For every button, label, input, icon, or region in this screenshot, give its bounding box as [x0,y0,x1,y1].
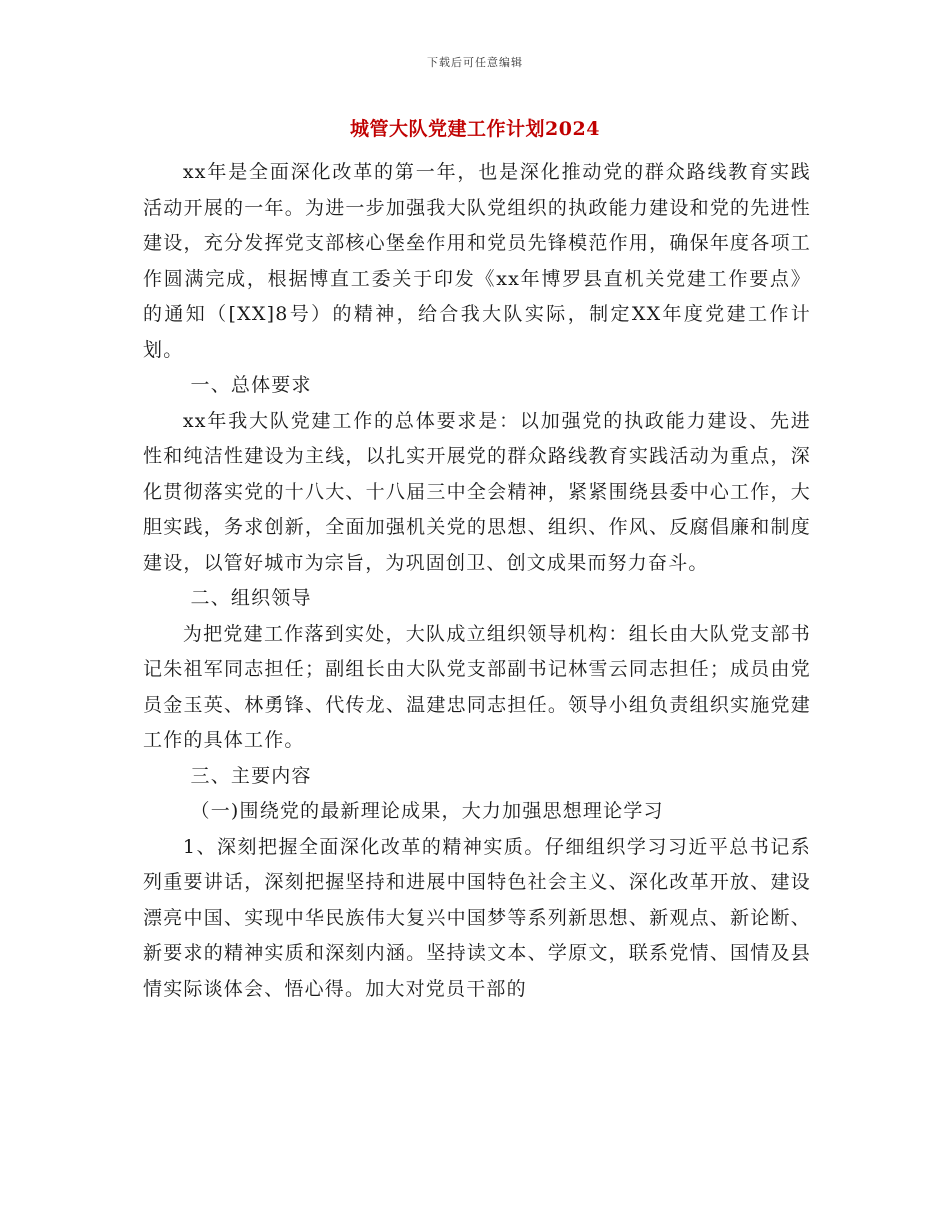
general-requirements-paragraph: xx年我大队党建工作的总体要求是：以加强党的执政能力建设、先进性和纯洁性建设为主线，以扎实开展党的群众路线教育实践活动为重点，深化贯彻落实党的十八大、十八届三中全会精神，紧紧围绕县委中心工作，大胆实践，务求创新，全面加强机关党的思想、组织、作风、反腐倡廉和制度建设，以管好城市为宗旨，为巩固创卫、创文成果而努力奋斗。 [143,409,811,574]
section-heading-general-requirements: 一、总体要求 [190,374,312,396]
section-heading-main-content: 三、主要内容 [190,764,312,787]
document-body [143,155,811,1007]
section-heading-leadership: 二、组织领导 [190,587,312,609]
item-1-paragraph: 1、深刻把握全面深化改革的精神实质。仔细组织学习习近平总书记系列重要讲话，深刻把握坚持和进展中国特色社会主义、深化改革开放、建设漂亮中国、实现中华民族伟大复兴中国梦等系列新思想、新观点、新论断、新要求的精神实质和深刻内涵。坚持读文本、学原文，联系党情、国情及县情实际谈体会、悟心得。加大对党员干部的 [143,835,811,1000]
subsection-heading-theory-study: （一)围绕党的最新理论成果，大力加强思想理论学习 [190,800,664,822]
leadership-paragraph: 为把党建工作落到实处，大队成立组织领导机构：组长由大队党支部书记朱祖军同志担任；副组长由大队党支部副书记林雪云同志担任；成员由党员金玉英、林勇锋、代传龙、温建忠同志担任。领导小组负责组织实施党建工作的具体工作。 [143,622,811,751]
download-note: 下载后可任意编辑 [427,56,523,69]
document-title: 城管大队党建工作计划2024 [350,118,600,140]
intro-paragraph: xx年是全面深化改革的第一年，也是深化推动党的群众路线教育实践活动开展的一年。为进一步加强我大队党组织的执政能力建设和党的先进性建设，充分发挥党支部核心堡垒作用和党员先锋模范作用，确保年度各项工作圆满完成，根据博直工委关于印发《xx年博罗县直机关党建工作要点》的通知（[XX]8号）的精神，给合我大队实际，制定XX年度党建工作计划。 [143,161,811,361]
